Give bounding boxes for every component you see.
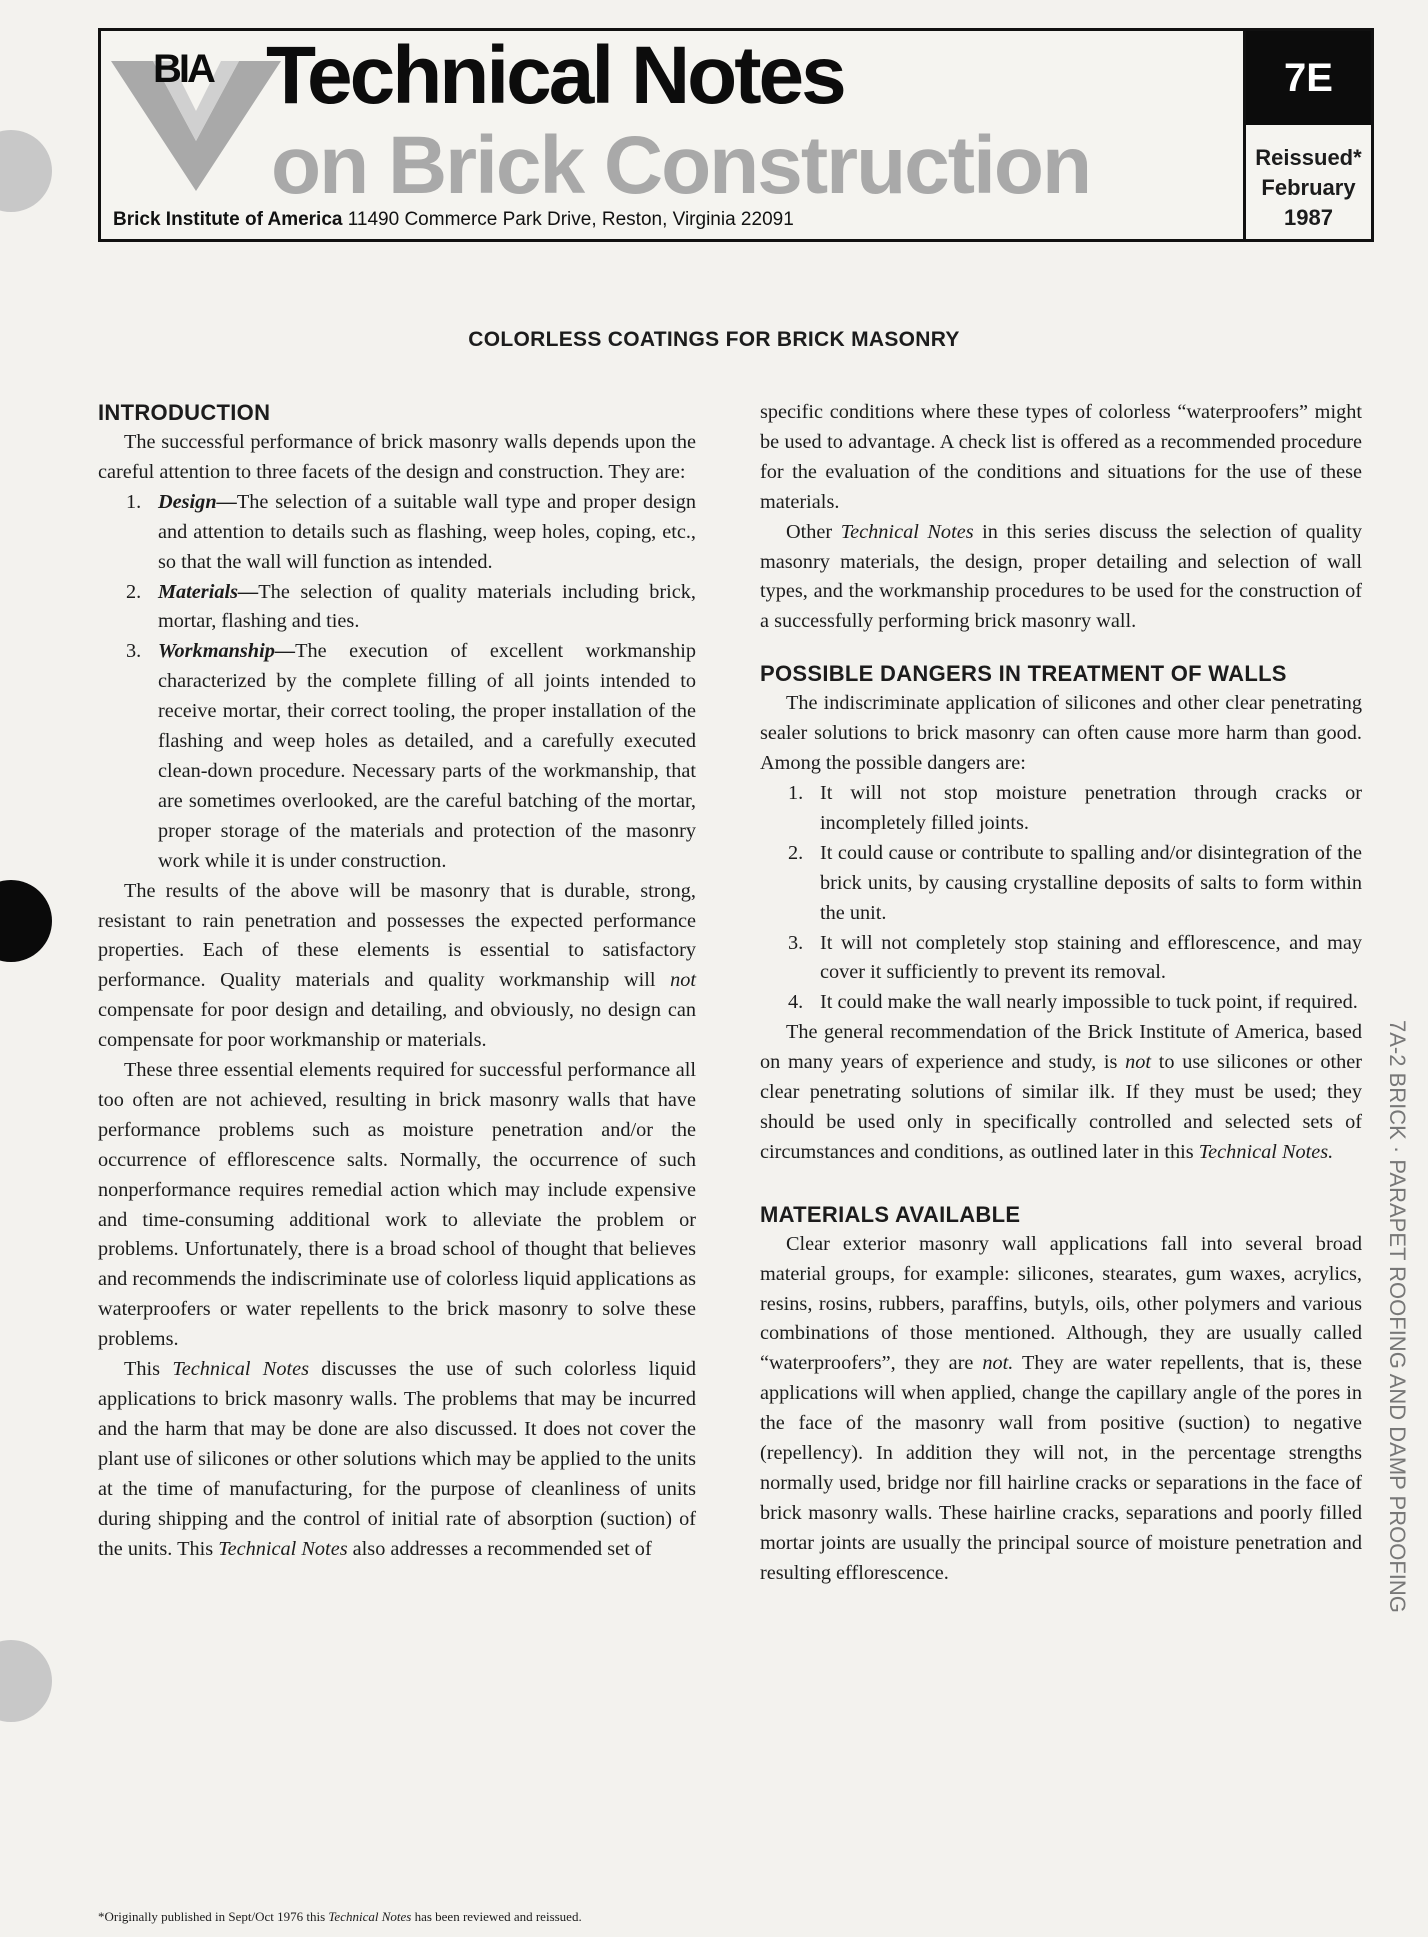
title-technical-notes: Technical Notes [266,30,844,121]
intro-paragraph-3: These three essential elements required for successful performance all too often are not achieved, resulting in brick masonry walls that have performance problems such as moisture penetration and/or the occurrence of efflorescence salts. Normally, the occurrence of such nonperformance requires remedial action which may include expensive and time-consuming additional work to alleviate the problem or problems. Unfortunately, there is a broad school of thought that believes and recommends the indiscriminate use of colorless liquid applications as waterproofers or water repellents to the brick masonry to solve these problems. [98,1059,696,1351]
list-item: 3. It will not completely stop staining and efflorescence, and may cover it sufficiently to prevent its removal. [788,931,1362,984]
right-column [760,398,1362,1589]
list-item: 3. Workmanship—The execution of excellent workmanship characterized by the complete filling of all joints intended to receive mortar, their correct tooling, the proper installation of the flashing and weep holes as detailed, and a carefully executed clean-down procedure. Necessary parts of the workmanship, that are sometimes overlooked, are the careful batching of the mortar, proper storage of the materials and protection of the masonry work while it is under construction. [126,640,696,872]
binder-edge-text: 7A-2 BRICK · PARAPET ROOFING AND DAMP PROOFING [1385,1020,1410,1613]
heading-introduction: INTRODUCTION [98,400,271,425]
footnote: *Originally published in Sept/Oct 1976 this Technical Notes has been reviewed and reissued. [98,1909,582,1924]
intro-paragraph-5: specific conditions where these types of colorless “waterproofers” might be used to advantage. A check list is offered as a recommended procedure for the evaluation of the conditions and situations for the use of these materials. [760,401,1362,513]
intro-paragraph-1: The successful performance of brick masonry walls depends upon the careful attention to three facets of the design and construction. They are: [98,431,696,483]
list-item: 1. Design—The selection of a suitable wall type and proper design and attention to details such as flashing, weep holes, coping, etc., so that the wall will function as intended. [126,490,696,573]
street-address: 11490 Commerce Park Drive, Reston, Virginia 22091 [347,209,794,230]
issue-number: 7E [1246,31,1371,125]
issue-badge [1246,28,1374,242]
masthead [98,28,1246,242]
materials-paragraph-1: Clear exterior masonry wall applications fall into several broad material groups, for example: silicones, stearates, gum waxes, acrylics, resins, rosins, rubbers, paraffins, butyls, oils, other polymers and various combinations of those mentioned. Although, they are usually called “waterproofers”, they are not. They are water repellents, that is, these applications will when applied, change the capillary angle of the pores in the face of the masonry wall from positive (suction) to negative (repellency). In addition they will not, in the percentage strengths normally used, bridge nor fill hairline cracks or separations in the face of brick masonry walls. These hairline cracks, separations and poorly filled mortar joints are usually the principal source of moisture penetration and resulting efflorescence. [760,1232,1363,1584]
publisher-address [113,209,794,231]
list-item: 1. It will not stop moisture penetration through cracks or incompletely filled joints. [788,781,1362,834]
dangers-paragraph-1: The indiscriminate application of silicones and other clear penetrating sealer solutions to brick masonry can often cause more harm than good. Among the possible dangers are: [760,692,1362,775]
list-item: 2. Materials—The selection of quality materials including brick, mortar, flashing and ties. [126,580,696,633]
left-column [98,398,696,1564]
dangers-paragraph-2: The general recommendation of the Brick Institute of America, based on many years of experience and study, is not to use silicones or other clear penetrating solutions of similar ilk. If they must be used; they should be used only in specifically controlled and selected sets of circumstances and conditions, as outlined later in this Technical Notes. [760,1021,1363,1163]
document-title: COLORLESS COATINGS FOR BRICK MASONRY [468,328,960,351]
reissued-label: Reissued* [1255,145,1362,170]
issue-year: 1987 [1284,205,1333,230]
dangers-list [760,779,1362,1018]
list-item: 2. It could cause or contribute to spalling and/or disintegration of the brick units, by causing crystalline deposits of salts to form within the unit. [788,841,1362,924]
bia-logo-text: BIA [153,47,213,91]
facets-list [98,488,696,877]
intro-paragraph-2: The results of the above will be masonry that is durable, strong, resistant to rain penetration and possesses the expected performance properties. Each of these elements is essential to satisfactory performance. Quality materials and quality workmanship will not compensate for poor design and detailing, and obviously, no design can compensate for poor workmanship or materials. [98,879,696,1052]
list-item: 4. It could make the wall nearly impossible to tuck point, if required. [788,991,1358,1014]
issue-month: February [1261,175,1356,200]
punch-hole-middle [0,880,52,962]
heading-materials-available: MATERIALS AVAILABLE [760,1201,1021,1227]
heading-possible-dangers: POSSIBLE DANGERS IN TREATMENT OF WALLS [760,661,1287,687]
org-name: Brick Institute of America [113,209,343,230]
intro-paragraph-6: Other Technical Notes in this series discuss the selection of quality masonry materials, the design, proper detailing and selection of wall types, and the workmanship procedures to be used for the construction of a successfully performing brick masonry wall. [760,520,1362,633]
title-on-brick-construction: on Brick Construction [271,120,1091,211]
issue-date [1246,125,1371,233]
intro-paragraph-4: This Technical Notes discusses the use of such colorless liquid applications to brick masonry walls. The problems that may be incurred and the harm that may be done are also discussed. It does not cover the plant use of silicones or other solutions which may be applied to the units at the time of manufacturing, for the purpose of cleanliness of units during shipping and the control of initial rate of absorption (suction) of the units. This Technical Notes also addresses a recommended set of [98,1358,696,1560]
punch-hole-bottom [0,1640,52,1722]
punch-hole-top [0,130,52,212]
